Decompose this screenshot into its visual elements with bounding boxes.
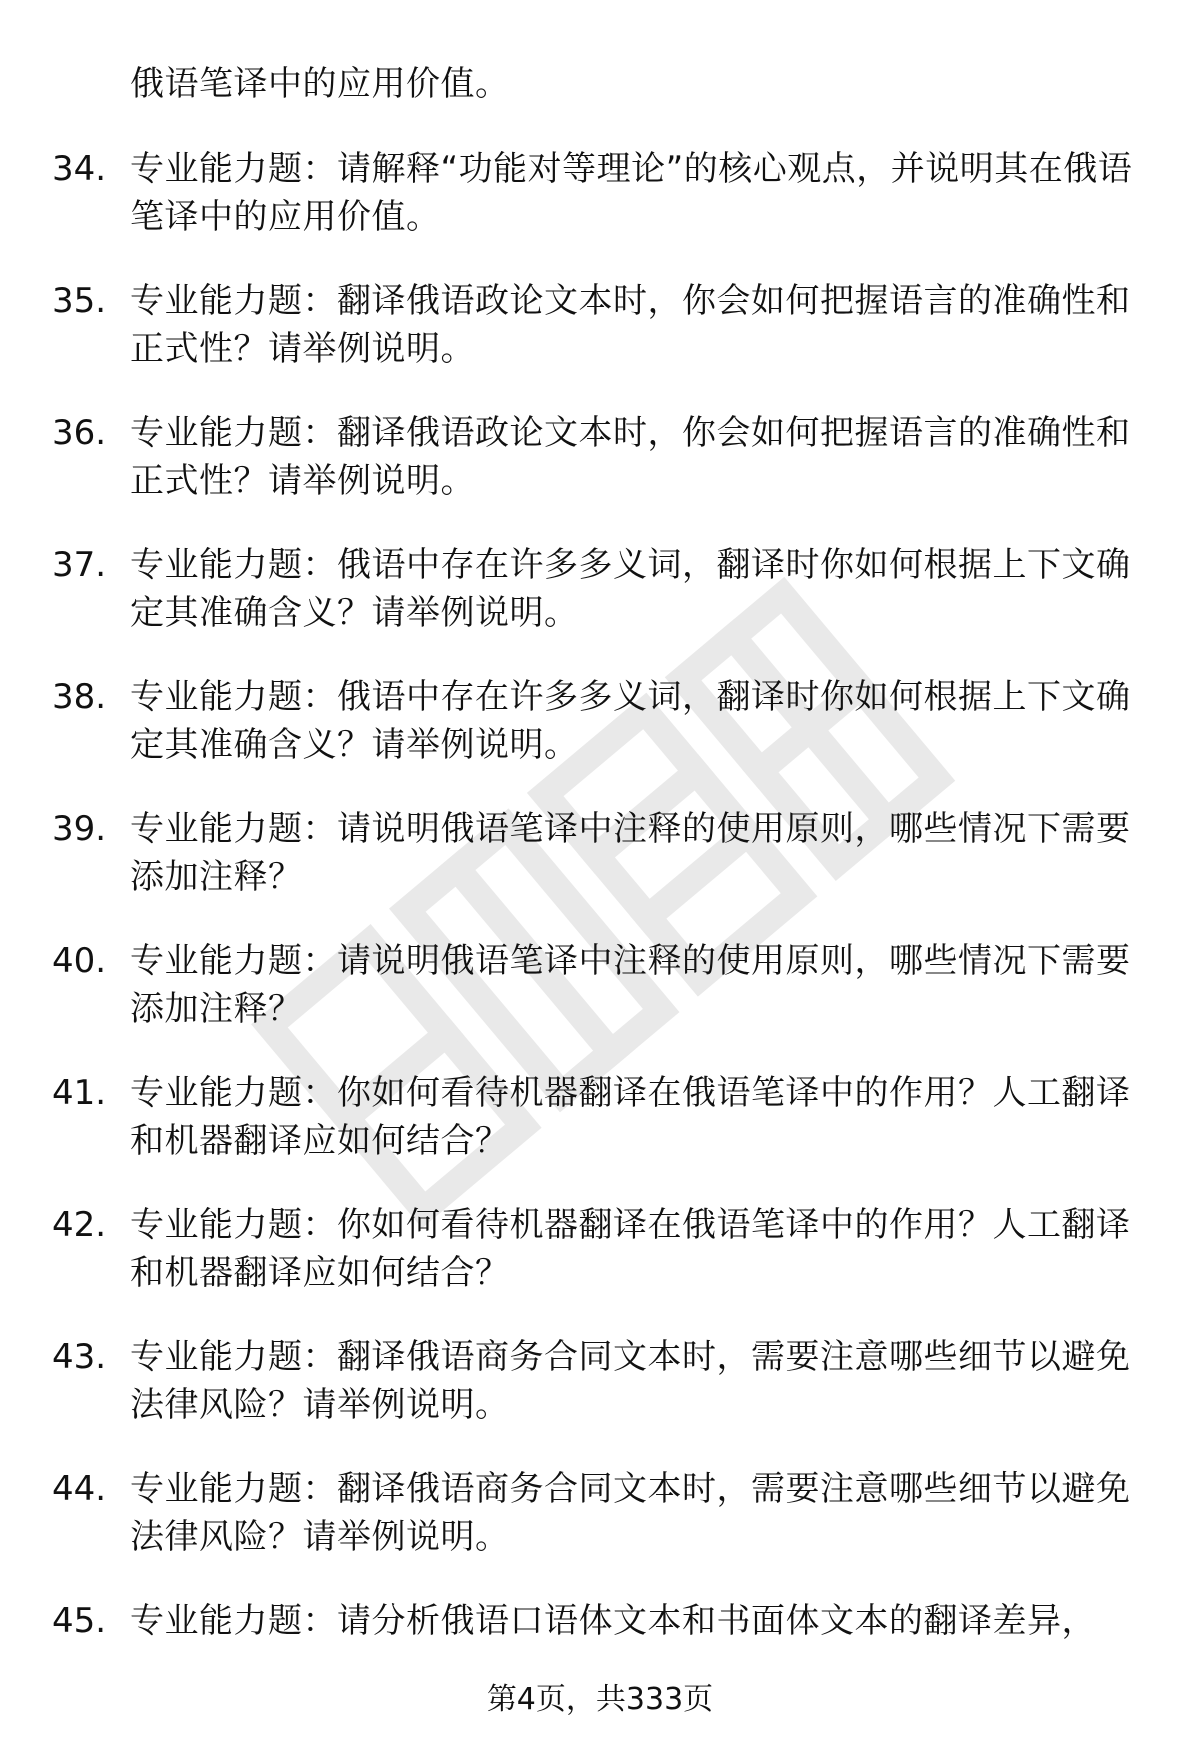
question-number: 35. — [52, 281, 107, 321]
question-text: 专业能力题：俄语中存在许多多义词，翻译时你如何根据上下文确定其准确含义？请举例说明。 — [130, 545, 1131, 633]
question-number: 44. — [52, 1469, 107, 1509]
question-text: 专业能力题：请说明俄语笔译中注释的使用原则，哪些情况下需要添加注释？ — [130, 809, 1131, 897]
question-text: 专业能力题：你如何看待机器翻译在俄语笔译中的作用？人工翻译和机器翻译应如何结合？ — [130, 1073, 1131, 1161]
question-item — [0, 1333, 1200, 1465]
question-text: 专业能力题：你如何看待机器翻译在俄语笔译中的作用？人工翻译和机器翻译应如何结合？ — [130, 1205, 1131, 1293]
page-footer: 第4页，共333页 — [486, 1682, 714, 1717]
question-item — [0, 937, 1200, 1069]
continuation-text: 俄语笔译中的应用价值。 — [130, 64, 510, 104]
question-text: 专业能力题：翻译俄语商务合同文本时，需要注意哪些细节以避免法律风险？请举例说明。 — [130, 1337, 1131, 1425]
question-item — [0, 541, 1200, 673]
question-text: 专业能力题：翻译俄语政论文本时，你会如何把握语言的准确性和正式性？请举例说明。 — [130, 281, 1131, 369]
question-number: 45. — [52, 1601, 107, 1641]
question-item — [0, 409, 1200, 541]
question-number: 41. — [52, 1073, 107, 1113]
question-number: 43. — [52, 1337, 107, 1377]
question-number: 37. — [52, 545, 107, 585]
question-number: 39. — [52, 809, 107, 849]
question-text: 专业能力题：俄语中存在许多多义词，翻译时你如何根据上下文确定其准确含义？请举例说明。 — [130, 677, 1131, 765]
question-item — [0, 1465, 1200, 1597]
question-number: 40. — [52, 941, 107, 981]
question-item — [0, 1201, 1200, 1333]
question-number: 42. — [52, 1205, 107, 1245]
question-item — [0, 805, 1200, 937]
question-list — [0, 145, 1200, 1729]
question-number: 36. — [52, 413, 107, 453]
question-text: 专业能力题：请分析俄语口语体文本和书面体文本的翻译差异， — [130, 1601, 1096, 1641]
question-text: 专业能力题：翻译俄语政论文本时，你会如何把握语言的准确性和正式性？请举例说明。 — [130, 413, 1131, 501]
question-item — [0, 145, 1200, 277]
question-text: 专业能力题：翻译俄语商务合同文本时，需要注意哪些细节以避免法律风险？请举例说明。 — [130, 1469, 1131, 1557]
question-text: 专业能力题：请说明俄语笔译中注释的使用原则，哪些情况下需要添加注释？ — [130, 941, 1131, 1029]
question-text: 专业能力题：请解释“功能对等理论”的核心观点，并说明其在俄语笔译中的应用价值。 — [130, 149, 1133, 237]
question-item — [0, 277, 1200, 409]
question-item — [0, 673, 1200, 805]
question-number: 34. — [52, 149, 107, 189]
question-item — [0, 1069, 1200, 1201]
question-number: 38. — [52, 677, 107, 717]
